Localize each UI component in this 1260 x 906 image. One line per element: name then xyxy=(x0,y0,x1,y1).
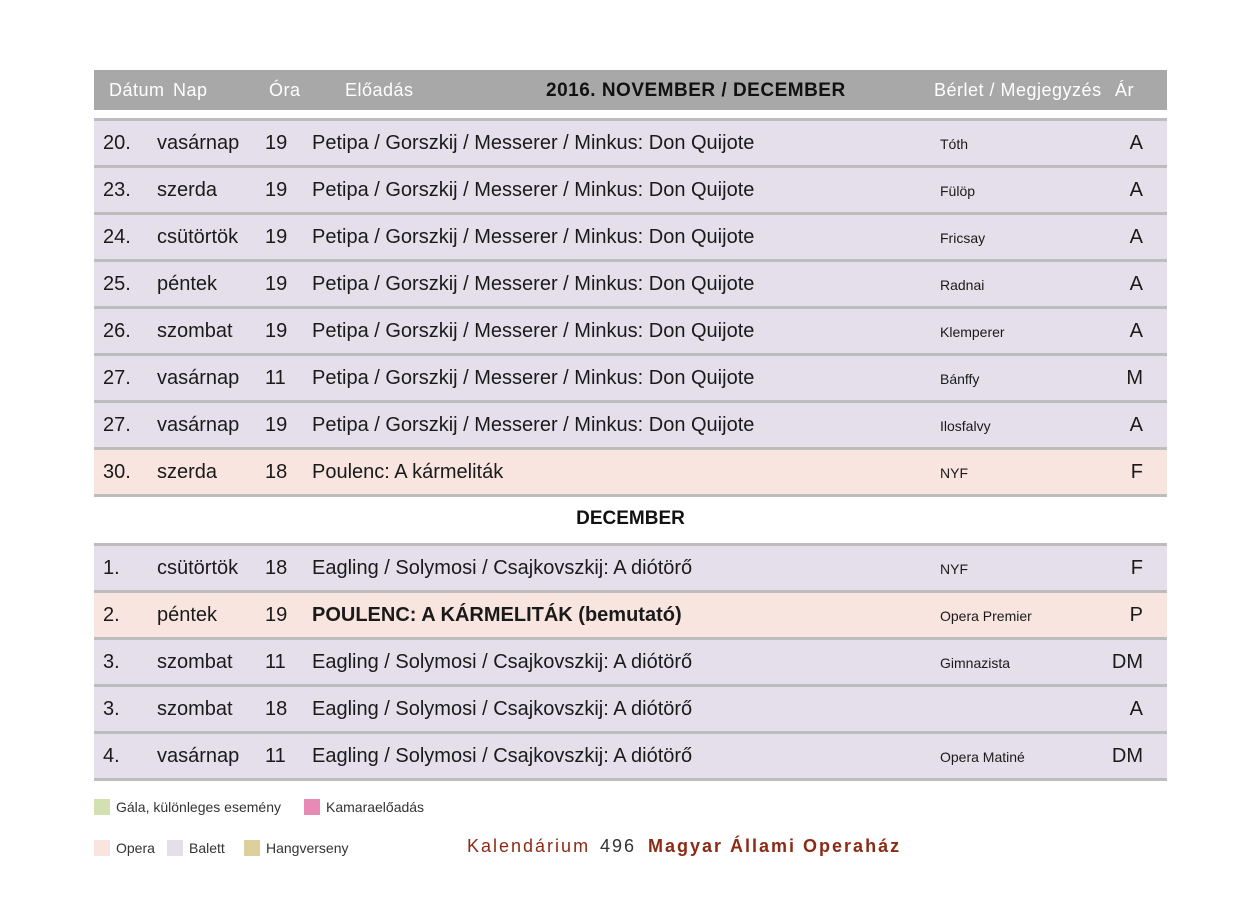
november-table xyxy=(94,118,1167,497)
row-show: Eagling / Solymosi / Csajkovszkij: A diótörő xyxy=(312,745,693,767)
row-date: 4. xyxy=(103,745,120,767)
table-row xyxy=(94,637,1167,684)
row-note: Bánffy xyxy=(940,371,980,387)
row-note: NYF xyxy=(940,561,968,577)
table-row xyxy=(94,353,1167,400)
table-row xyxy=(94,447,1167,497)
header-show: Előadás xyxy=(345,80,414,100)
table-row xyxy=(94,590,1167,637)
row-day: csütörtök xyxy=(157,557,239,579)
legend-kamara xyxy=(304,799,424,815)
row-date: 23. xyxy=(103,179,131,201)
header-date: Dátum xyxy=(109,80,165,100)
legend-opera xyxy=(94,840,155,856)
row-hour: 19 xyxy=(265,414,288,436)
page-title: 2016. NOVEMBER / DECEMBER xyxy=(546,80,846,101)
legend-hangverseny xyxy=(244,840,349,856)
balett-swatch xyxy=(167,840,183,856)
table-row xyxy=(94,259,1167,306)
row-price: A xyxy=(1129,132,1143,154)
row-date: 27. xyxy=(103,414,131,436)
hangverseny-swatch xyxy=(244,840,260,856)
row-show: Petipa / Gorszkij / Messerer / Minkus: Don Quijote xyxy=(312,367,755,389)
header-day: Nap xyxy=(173,80,208,100)
row-note: Opera Matiné xyxy=(940,749,1025,765)
row-note: Ilosfalvy xyxy=(940,418,991,434)
row-show: Eagling / Solymosi / Csajkovszkij: A diótörő xyxy=(312,651,693,673)
row-day: szombat xyxy=(157,698,233,720)
row-price: A xyxy=(1129,698,1143,720)
row-hour: 18 xyxy=(265,461,288,483)
row-date: 3. xyxy=(103,651,120,673)
row-price: F xyxy=(1130,557,1143,579)
row-date: 27. xyxy=(103,367,131,389)
row-price: A xyxy=(1129,320,1143,342)
table-row xyxy=(94,684,1167,731)
row-day: szombat xyxy=(157,651,233,673)
row-show: Petipa / Gorszkij / Messerer / Minkus: Don Quijote xyxy=(312,226,755,248)
legend-kamara-label: Kamaraelőadás xyxy=(326,799,425,815)
row-day: vasárnap xyxy=(157,132,240,154)
row-date: 2. xyxy=(103,604,120,626)
row-show: POULENC: A KÁRMELITÁK (bemutató) xyxy=(312,604,682,626)
row-date: 3. xyxy=(103,698,120,720)
row-show: Eagling / Solymosi / Csajkovszkij: A diótörő xyxy=(312,698,693,720)
row-note: Opera Premier xyxy=(940,608,1032,624)
table-row xyxy=(94,400,1167,447)
row-show: Petipa / Gorszkij / Messerer / Minkus: Don Quijote xyxy=(312,414,755,436)
table-row xyxy=(94,212,1167,259)
legend-balett xyxy=(167,840,225,856)
header-hour: Óra xyxy=(269,80,301,100)
row-note: Fricsay xyxy=(940,230,986,246)
legend-gala-label: Gála, különleges esemény xyxy=(116,799,281,815)
row-day: vasárnap xyxy=(157,745,240,767)
legend-hangverseny-label: Hangverseny xyxy=(266,840,349,856)
table-row xyxy=(94,731,1167,781)
row-date: 20. xyxy=(103,132,131,154)
row-hour: 19 xyxy=(265,226,288,248)
row-note: Radnai xyxy=(940,277,985,293)
row-day: szerda xyxy=(157,179,218,201)
row-price: M xyxy=(1126,367,1143,389)
table-row xyxy=(94,306,1167,353)
row-day: csütörtök xyxy=(157,226,239,248)
row-date: 30. xyxy=(103,461,131,483)
row-day: vasárnap xyxy=(157,414,240,436)
row-note: Fülöp xyxy=(940,183,976,199)
row-price: A xyxy=(1129,414,1143,436)
row-hour: 19 xyxy=(265,132,288,154)
row-date: 26. xyxy=(103,320,131,342)
header-price: Ár xyxy=(1115,80,1134,100)
row-hour: 11 xyxy=(265,651,286,673)
gala-swatch xyxy=(94,799,110,815)
row-hour: 11 xyxy=(265,367,286,389)
row-date: 24. xyxy=(103,226,131,248)
row-note: Gimnazista xyxy=(940,655,1011,671)
legend-gala xyxy=(94,799,281,815)
december-table xyxy=(94,543,1167,781)
row-date: 1. xyxy=(103,557,120,579)
row-show: Poulenc: A kármeliták xyxy=(312,461,504,483)
row-day: szombat xyxy=(157,320,233,342)
row-price: DM xyxy=(1111,651,1143,673)
row-show: Petipa / Gorszkij / Messerer / Minkus: Don Quijote xyxy=(312,179,755,201)
footer-kalendarium: Kalendárium xyxy=(467,836,591,856)
row-price: DM xyxy=(1111,745,1143,767)
header-note: Bérlet / Megjegyzés xyxy=(934,80,1102,100)
table-row xyxy=(94,165,1167,212)
row-price: A xyxy=(1129,226,1143,248)
opera-swatch xyxy=(94,840,110,856)
row-day: péntek xyxy=(157,604,218,626)
row-note: Tóth xyxy=(940,136,969,152)
row-show: Eagling / Solymosi / Csajkovszkij: A diótörő xyxy=(312,557,693,579)
table-row xyxy=(94,543,1167,590)
kamara-swatch xyxy=(304,799,320,815)
row-show: Petipa / Gorszkij / Messerer / Minkus: Don Quijote xyxy=(312,273,755,295)
row-day: péntek xyxy=(157,273,218,295)
row-date: 25. xyxy=(103,273,131,295)
row-day: vasárnap xyxy=(157,367,240,389)
legend-balett-label: Balett xyxy=(189,840,225,856)
row-price: A xyxy=(1129,273,1143,295)
section-title-december: DECEMBER xyxy=(576,508,685,529)
row-hour: 11 xyxy=(265,745,286,767)
row-day: szerda xyxy=(157,461,218,483)
row-price: F xyxy=(1130,461,1143,483)
row-hour: 19 xyxy=(265,273,288,295)
row-show: Petipa / Gorszkij / Messerer / Minkus: Don Quijote xyxy=(312,132,755,154)
row-show: Petipa / Gorszkij / Messerer / Minkus: Don Quijote xyxy=(312,320,755,342)
table-row xyxy=(94,118,1167,165)
row-hour: 19 xyxy=(265,320,288,342)
row-price: P xyxy=(1129,604,1143,626)
table-header xyxy=(94,70,1167,110)
legend-opera-label: Opera xyxy=(116,840,155,856)
row-price: A xyxy=(1129,179,1143,201)
row-hour: 18 xyxy=(265,698,288,720)
row-hour: 18 xyxy=(265,557,288,579)
footer-brand: Magyar Állami Operaház xyxy=(648,836,902,856)
row-note: NYF xyxy=(940,465,968,481)
row-hour: 19 xyxy=(265,604,288,626)
row-note: Klemperer xyxy=(940,324,1005,340)
footer-page-number: 496 xyxy=(600,836,637,856)
row-hour: 19 xyxy=(265,179,288,201)
